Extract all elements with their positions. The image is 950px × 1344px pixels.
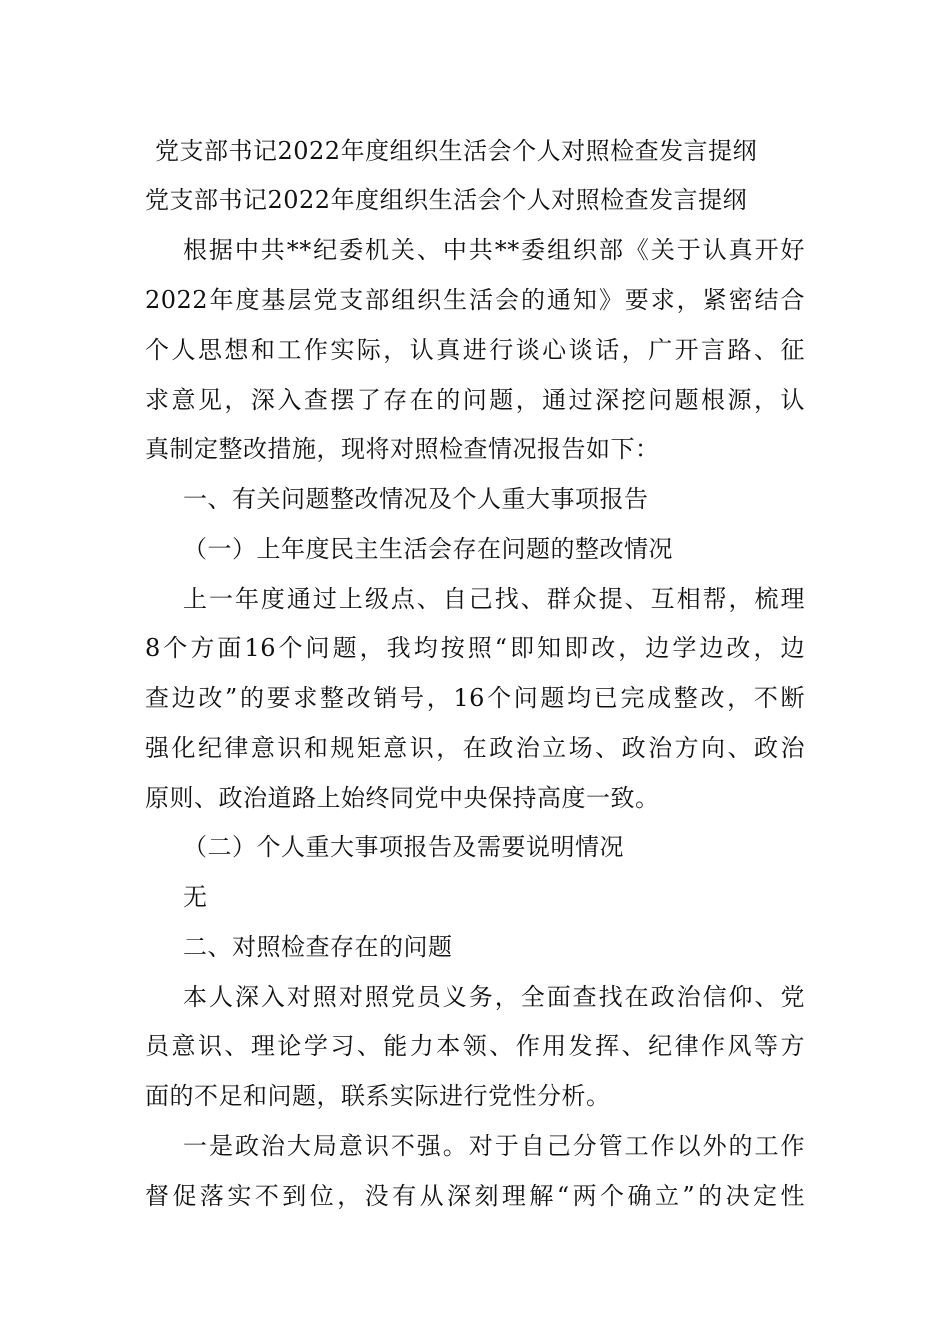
- subsection-1-line-2: 8个方面16个问题，我均按照“即知即改，边学边改，边: [145, 634, 805, 662]
- subsection-1-line-1: 上一年度通过上级点、自己找、群众提、互相帮，梳理: [183, 585, 805, 613]
- subsection-2-heading: （二）个人重大事项报告及需要说明情况: [183, 833, 624, 861]
- section-2-line-1: 本人深入对照对照党员义务，全面查找在政治信仰、党: [183, 983, 805, 1011]
- subsection-1-line-5: 原则、政治道路上始终同党中央保持高度一致。: [145, 784, 660, 812]
- document-title-line-2: 党支部书记2022年度组织生活会个人对照检查发言提纲: [145, 186, 748, 214]
- item-1-line-2: 督促落实不到位，没有从深刻理解“两个确立”的决定性: [145, 1182, 805, 1210]
- section-2-line-3: 面的不足和问题，联系实际进行党性分析。: [145, 1082, 611, 1110]
- document-title-line-1: 党支部书记2022年度组织生活会个人对照检查发言提纲: [155, 137, 758, 165]
- intro-line-3: 个人思想和工作实际，认真进行谈心谈话，广开言路、征: [145, 336, 805, 364]
- section-2-line-2: 员意识、理论学习、能力本领、作用发挥、纪律作风等方: [145, 1032, 805, 1060]
- subsection-1-heading: （一）上年度民主生活会存在问题的整改情况: [183, 535, 673, 563]
- subsection-1-line-4: 强化纪律意识和规矩意识，在政治立场、政治方向、政治: [145, 734, 805, 762]
- intro-line-1: 根据中共**纪委机关、中共**委组织部《关于认真开好: [183, 236, 805, 264]
- intro-line-2: 2022年度基层党支部组织生活会的通知》要求，紧密结合: [145, 286, 805, 314]
- section-2-heading: 二、对照检查存在的问题: [183, 933, 453, 961]
- subsection-1-line-3: 查边改”的要求整改销号，16个问题均已完成整改，不断: [145, 684, 805, 712]
- item-1-line-1: 一是政治大局意识不强。对于自己分管工作以外的工作: [183, 1132, 805, 1160]
- intro-line-5: 真制定整改措施，现将对照检查情况报告如下：: [145, 435, 660, 463]
- subsection-2-body: 无: [183, 883, 208, 911]
- intro-line-4: 求意见，深入查摆了存在的问题，通过深挖问题根源，认: [145, 386, 805, 414]
- section-1-heading: 一、有关问题整改情况及个人重大事项报告: [183, 485, 649, 513]
